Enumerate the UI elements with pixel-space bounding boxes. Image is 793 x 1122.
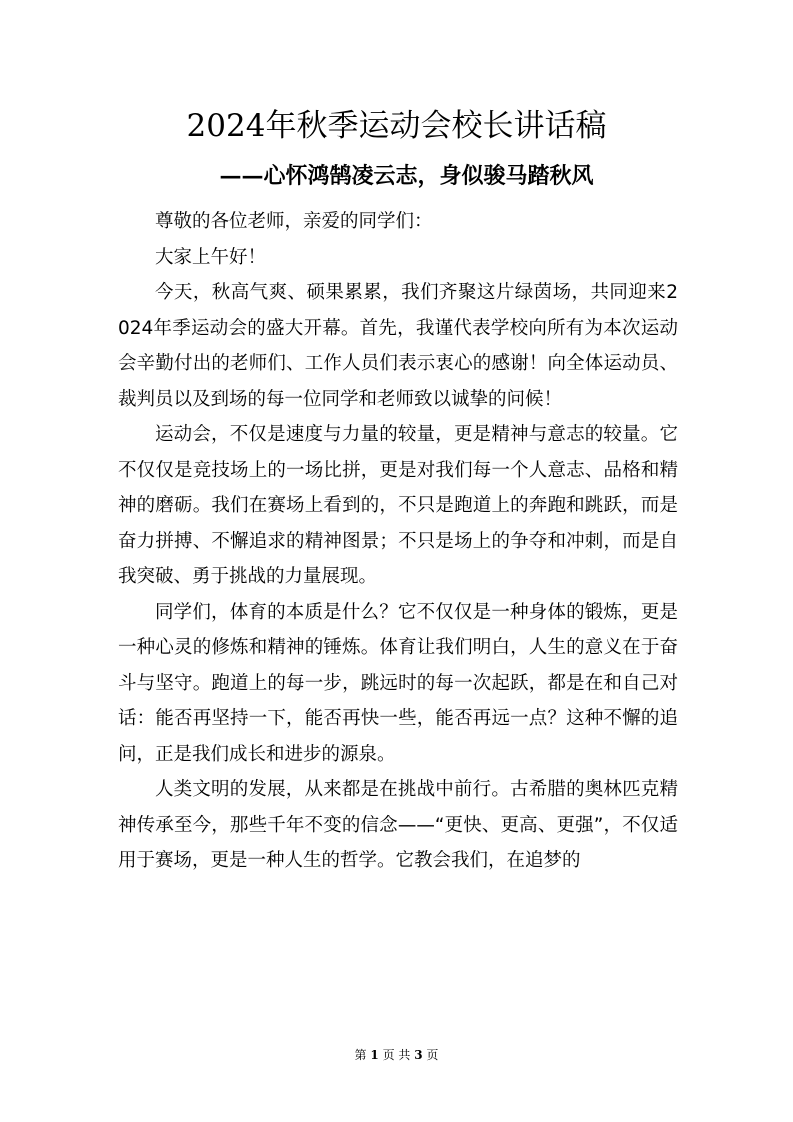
page-number: 1 — [370, 1048, 379, 1062]
document-title: 2024年秋季运动会校长讲话稿 — [186, 108, 607, 144]
body-paragraph: 人类文明的发展，从来都是在挑战中前行。古希腊的奥林匹克精神传承至今，那些千年不变的信念——“更快、更高、更强”，不仅适用于赛场，更是一种人生的哲学。它教会我们，在追梦的 — [118, 779, 678, 871]
body-paragraph: 今天，秋高气爽、硕果累累，我们齐聚这片绿茵场，共同迎来2024年季运动会的盛大开幕。首先，我谨代表学校向所有为本次运动会辛勤付出的老师们、工作人员们表示衷心的感谢！向全体运动员、裁判员以及到场的每一位同学和老师致以诚挚的问候！ — [118, 282, 678, 410]
body-paragraph: 运动会，不仅是速度与力量的较量，更是精神与意志的较量。它不仅仅是竞技场上的一场比拼，更是对我们每一个人意志、品格和精神的磨砺。我们在赛场上看到的，不只是跑道上的奔跑和跳跃，而是奋力拼搏、不懈追求的精神图景；不只是场上的争夺和冲刺，而是自我突破、勇于挑战的力量展现。 — [118, 424, 678, 587]
document-body — [118, 204, 678, 879]
document-subtitle: ——心怀鸿鹄凌云志，身似骏马踏秋风 — [219, 163, 594, 189]
page-total: 3 — [414, 1048, 423, 1062]
greeting: 大家上午好！ — [155, 246, 267, 268]
body-paragraph: 同学们，体育的本质是什么？它不仅仅是一种身体的锻炼，更是一种心灵的修炼和精神的锤炼。体育让我们明白，人生的意义在于奋斗与坚守。跑道上的每一步，跳远时的每一次起跃，都是在和自己对话：能否再坚持一下，能否再快一些，能否再远一点？这种不懈的追问，正是我们成长和进步的源泉。 — [118, 601, 678, 765]
footer-prefix: 第 — [354, 1048, 367, 1062]
salutation: 尊敬的各位老师，亲爱的同学们： — [155, 211, 433, 232]
footer-middle: 页 共 — [382, 1048, 411, 1062]
page-footer — [0, 1047, 793, 1063]
footer-suffix: 页 — [426, 1048, 439, 1062]
